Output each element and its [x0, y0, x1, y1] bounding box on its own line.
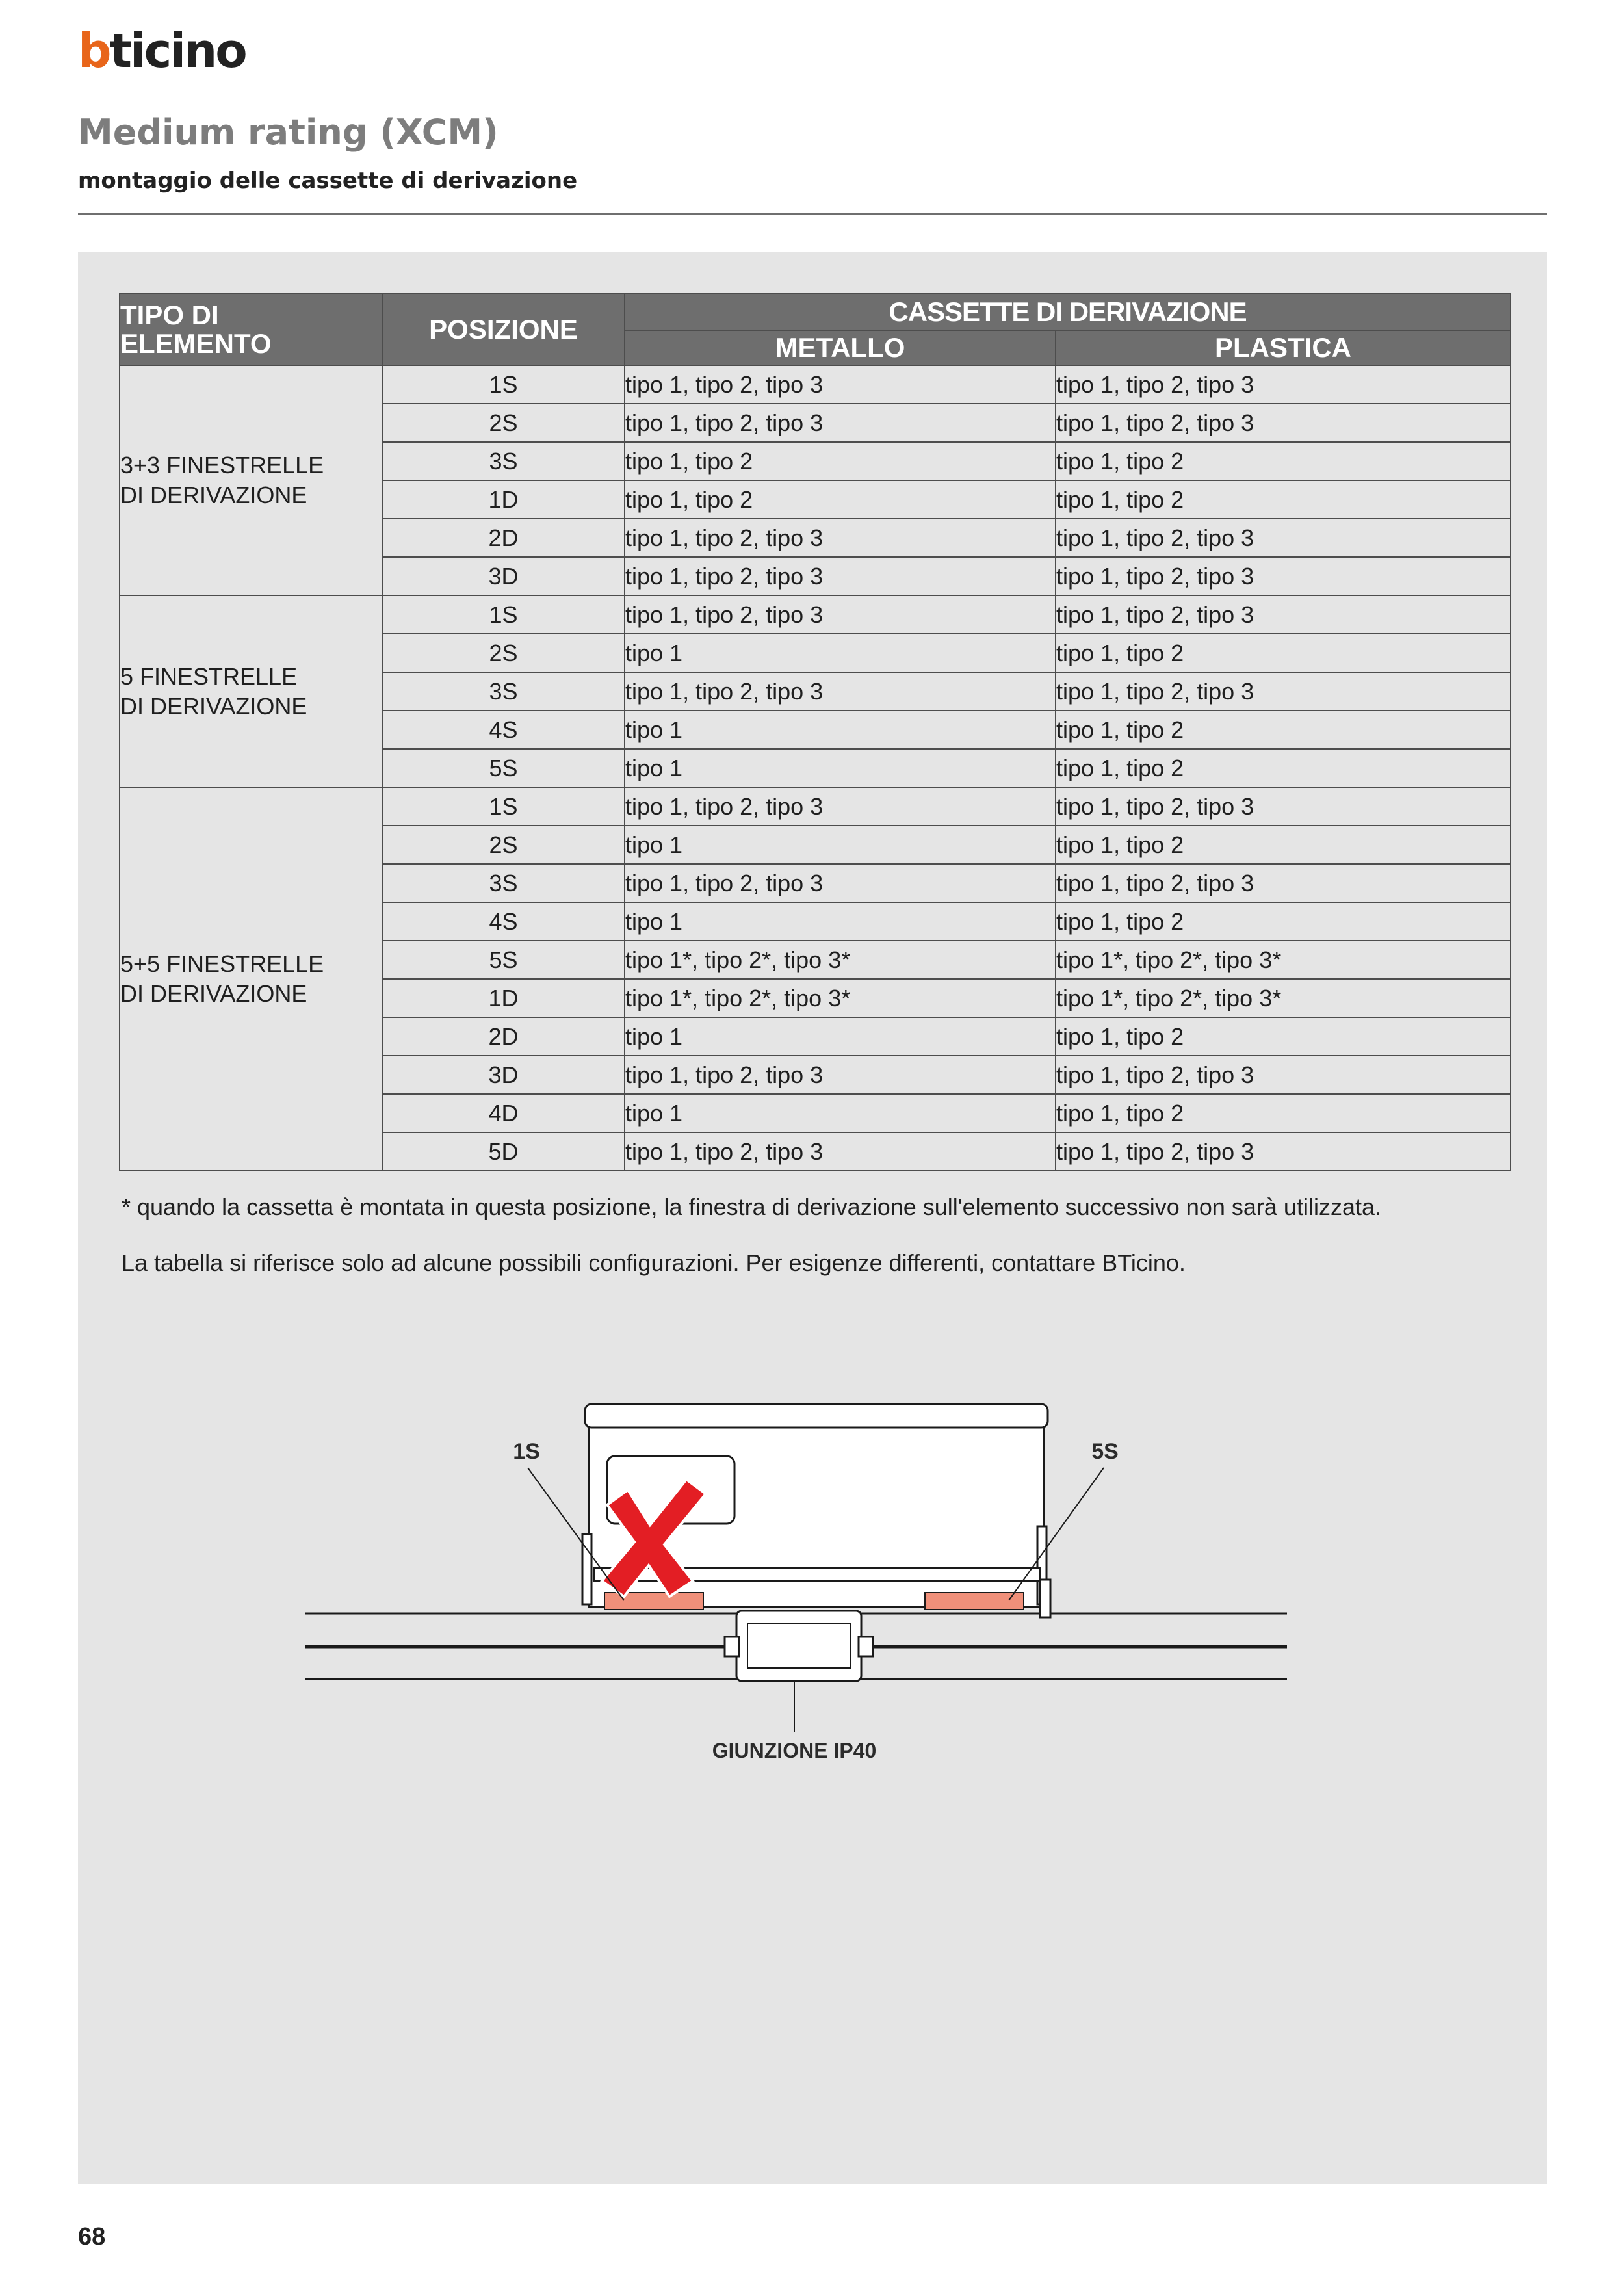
- col-header-plastica: PLASTICA: [1056, 330, 1511, 365]
- plastica-cell: tipo 1, tipo 2: [1056, 826, 1511, 864]
- element-type-label: 5 FINESTRELLE DI DERIVAZIONE: [120, 662, 307, 720]
- plastica-cell: tipo 1*, tipo 2*, tipo 3*: [1056, 941, 1511, 979]
- position-cell: 3D: [382, 1056, 625, 1094]
- metallo-cell: tipo 1, tipo 2: [625, 442, 1056, 480]
- element-type-cell: [120, 365, 382, 595]
- element-type-cell: [120, 595, 382, 787]
- metallo-cell: tipo 1, tipo 2, tipo 3: [625, 404, 1056, 442]
- position-cell: 1D: [382, 979, 625, 1017]
- metallo-cell: tipo 1, tipo 2: [625, 480, 1056, 519]
- header-divider: [78, 213, 1547, 215]
- info-note: La tabella si riferisce solo ad alcune possibili configurazioni. Per esigenze differenti, contattare BTicino.: [122, 1249, 1186, 1276]
- plastica-cell: tipo 1, tipo 2: [1056, 902, 1511, 941]
- position-cell: 5D: [382, 1132, 625, 1171]
- plastica-cell: tipo 1, tipo 2: [1056, 480, 1511, 519]
- position-cell: 5S: [382, 749, 625, 787]
- position-cell: 4S: [382, 902, 625, 941]
- plastica-cell: tipo 1, tipo 2, tipo 3: [1056, 1056, 1511, 1094]
- window-1s: [604, 1593, 703, 1610]
- col-header-tipo: [120, 293, 382, 365]
- metallo-cell: tipo 1*, tipo 2*, tipo 3*: [625, 979, 1056, 1017]
- label-1s: 1S: [513, 1439, 540, 1464]
- metallo-cell: tipo 1*, tipo 2*, tipo 3*: [625, 941, 1056, 979]
- plastica-cell: tipo 1, tipo 2, tipo 3: [1056, 864, 1511, 902]
- window-5s: [925, 1593, 1024, 1610]
- table-row: [120, 787, 1511, 826]
- position-cell: 3D: [382, 557, 625, 595]
- plastica-cell: tipo 1, tipo 2, tipo 3: [1056, 557, 1511, 595]
- position-cell: 3S: [382, 672, 625, 711]
- plastica-cell: tipo 1, tipo 2, tipo 3: [1056, 519, 1511, 557]
- mounting-diagram: [286, 1398, 1313, 1788]
- element-type-label: 5+5 FINESTRELLE DI DERIVAZIONE: [120, 950, 324, 1007]
- position-cell: 2D: [382, 519, 625, 557]
- table-row: [120, 595, 1511, 634]
- bticino-logo: bticino: [78, 23, 246, 78]
- metallo-cell: tipo 1, tipo 2, tipo 3: [625, 864, 1056, 902]
- metallo-cell: tipo 1, tipo 2, tipo 3: [625, 595, 1056, 634]
- metallo-cell: tipo 1: [625, 634, 1056, 672]
- table-row: [120, 365, 1511, 404]
- plastica-cell: tipo 1, tipo 2, tipo 3: [1056, 787, 1511, 826]
- position-cell: 5S: [382, 941, 625, 979]
- label-5s: 5S: [1091, 1439, 1119, 1464]
- box-screw-right: [1040, 1580, 1050, 1617]
- metallo-cell: tipo 1, tipo 2, tipo 3: [625, 672, 1056, 711]
- metallo-cell: tipo 1: [625, 902, 1056, 941]
- plastica-cell: tipo 1, tipo 2: [1056, 442, 1511, 480]
- position-cell: 2S: [382, 404, 625, 442]
- col-header-cassette: CASSETTE DI DERIVAZIONE: [625, 293, 1511, 330]
- page-subtitle: montaggio delle cassette di derivazione: [78, 168, 578, 194]
- page-number: 68: [78, 2223, 106, 2250]
- metallo-cell: tipo 1, tipo 2, tipo 3: [625, 787, 1056, 826]
- plastica-cell: tipo 1, tipo 2: [1056, 711, 1511, 749]
- plastica-cell: tipo 1, tipo 2, tipo 3: [1056, 595, 1511, 634]
- plastica-cell: tipo 1, tipo 2: [1056, 1094, 1511, 1132]
- footnote: * quando la cassetta è montata in questa posizione, la finestra di derivazione sull'elemento successivo non sarà utilizzata.: [122, 1194, 1381, 1220]
- table-body: [120, 365, 1511, 1171]
- metallo-cell: tipo 1: [625, 1017, 1056, 1056]
- position-cell: 3S: [382, 442, 625, 480]
- plastica-cell: tipo 1, tipo 2: [1056, 1017, 1511, 1056]
- position-cell: 2S: [382, 634, 625, 672]
- junction-body: [736, 1611, 861, 1681]
- label-joint: GIUNZIONE IP40: [712, 1739, 877, 1762]
- derivation-box-table: [119, 293, 1511, 1171]
- col-header-metallo: METALLO: [625, 330, 1056, 365]
- col-header-posizione: POSIZIONE: [382, 293, 625, 365]
- metallo-cell: tipo 1: [625, 826, 1056, 864]
- position-cell: 3S: [382, 864, 625, 902]
- page-title: Medium rating (XCM): [78, 112, 499, 153]
- position-cell: 4S: [382, 711, 625, 749]
- position-cell: 2S: [382, 826, 625, 864]
- metallo-cell: tipo 1, tipo 2, tipo 3: [625, 1132, 1056, 1171]
- plastica-cell: tipo 1, tipo 2, tipo 3: [1056, 365, 1511, 404]
- plastica-cell: tipo 1, tipo 2, tipo 3: [1056, 672, 1511, 711]
- position-cell: 1D: [382, 480, 625, 519]
- box-lid: [585, 1404, 1048, 1428]
- metallo-cell: tipo 1, tipo 2, tipo 3: [625, 557, 1056, 595]
- col-header-tipo-text: TIPO DI ELEMENTO: [120, 299, 272, 359]
- metallo-cell: tipo 1: [625, 711, 1056, 749]
- position-cell: 2D: [382, 1017, 625, 1056]
- position-cell: 1S: [382, 365, 625, 404]
- position-cell: 1S: [382, 787, 625, 826]
- plastica-cell: tipo 1*, tipo 2*, tipo 3*: [1056, 979, 1511, 1017]
- plastica-cell: tipo 1, tipo 2: [1056, 749, 1511, 787]
- position-cell: 1S: [382, 595, 625, 634]
- metallo-cell: tipo 1: [625, 749, 1056, 787]
- metallo-cell: tipo 1, tipo 2, tipo 3: [625, 1056, 1056, 1094]
- plastica-cell: tipo 1, tipo 2, tipo 3: [1056, 1132, 1511, 1171]
- junction-clip-right: [859, 1637, 873, 1656]
- plastica-cell: tipo 1, tipo 2: [1056, 634, 1511, 672]
- metallo-cell: tipo 1: [625, 1094, 1056, 1132]
- position-cell: 4D: [382, 1094, 625, 1132]
- plastica-cell: tipo 1, tipo 2, tipo 3: [1056, 404, 1511, 442]
- metallo-cell: tipo 1, tipo 2, tipo 3: [625, 365, 1056, 404]
- junction-clip-left: [725, 1637, 739, 1656]
- metallo-cell: tipo 1, tipo 2, tipo 3: [625, 519, 1056, 557]
- element-type-cell: [120, 787, 382, 1171]
- element-type-label: 3+3 FINESTRELLE DI DERIVAZIONE: [120, 452, 324, 508]
